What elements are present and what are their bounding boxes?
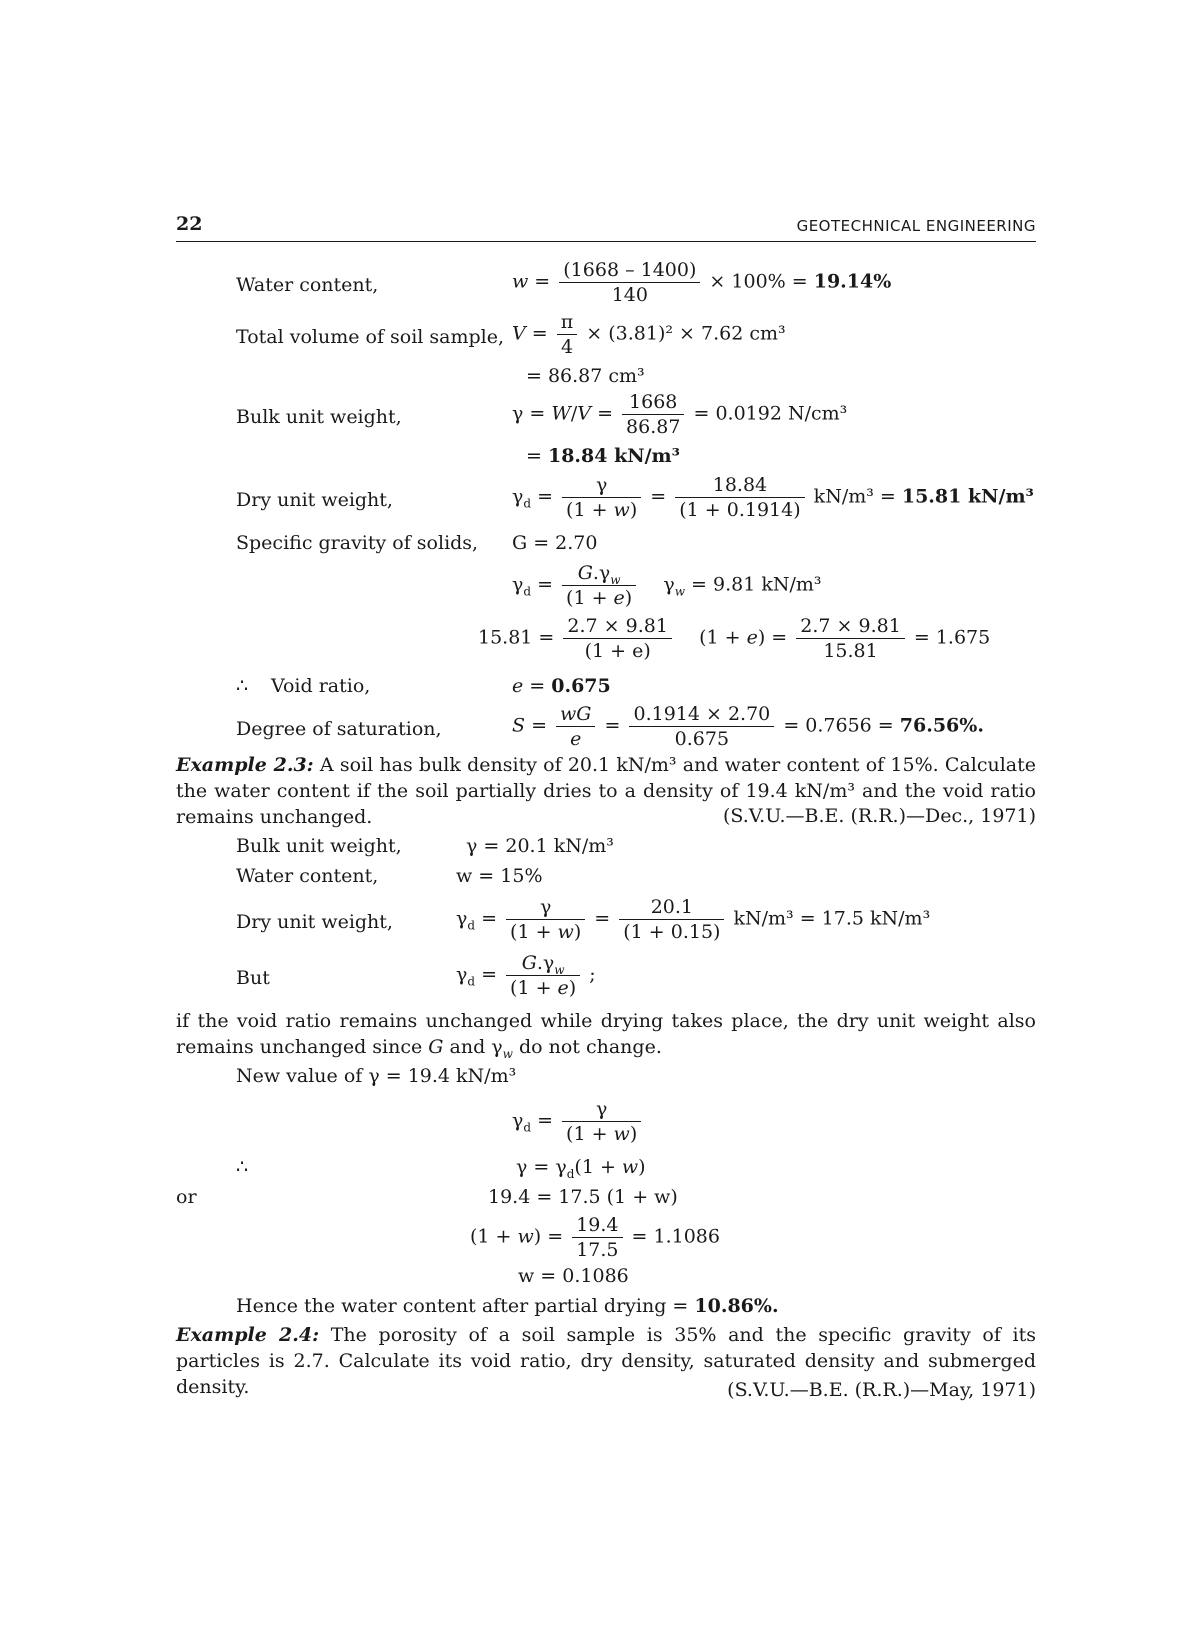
sat-label: Degree of saturation, [236,718,442,740]
volume-fraction [557,311,578,358]
ex23-wc-label: Water content, [236,865,379,887]
bulk-result: = 18.84 kN/m³ [526,445,680,467]
ex23-or: or [176,1186,197,1208]
water-content-fraction [559,259,700,306]
bulk-label: Bulk unit weight, [236,406,402,428]
void-result: 0.675 [551,675,611,697]
fraction-numerator: γ [506,896,585,920]
sat-fraction-1 [556,703,595,750]
fraction-numerator: wG [556,703,595,727]
fraction-denominator: e [570,728,582,750]
example-2-3-source: (S.V.U.—B.E. (R.R.)—Dec., 1971) [722,805,1036,827]
example-2-3-text: A soil has bulk density of 20.1 kN/m³ and water content of 15%. Calculate the water content if the soil partially dries to a density of 19.4 kN/m³ and the void ratio remains unchanged. [176,754,1036,828]
fraction-numerator: 0.1914 × 2.70 [629,703,774,727]
dry-fraction-2 [675,474,804,521]
fraction-numerator: 19.4 [572,1214,622,1238]
example-2-4-label: Example 2.4: [176,1324,320,1346]
ex23-1plusw-result: = 1.1086 [631,1225,720,1248]
ex23-but-fraction [506,952,580,999]
volume-result: = 86.87 cm³ [526,365,645,387]
therefore-symbol: ∴ [236,675,249,697]
example-2-4-source: (S.V.U.—B.E. (R.R.)—May, 1971) [727,1379,1036,1401]
ex23-bulk-label: Bulk unit weight, [236,835,402,857]
ex23-explanation: if the void ratio remains unchanged while drying takes place, the dry unit weight also remains unchanged since G and $\gamma_w$ do not change. [176,1010,1036,1061]
volume-label: Total volume of soil sample, [236,326,505,348]
bulk-eq: γ = W/V = $\frac{1668}{86.87}$ = 0.0192 N/cm³ [512,391,848,438]
fraction-denominator: (1 + 0.15) [623,921,721,943]
ex23-hence-text: Hence the water content after partial drying = [236,1295,689,1317]
eq-result: = 1.675 [913,626,991,649]
water-content-label: Water content, [236,274,379,296]
fraction-denominator: (1 + w) [510,921,582,943]
dry-result: 15.81 kN/m³ [901,485,1034,508]
sat-expression: = 0.7656 = [783,714,894,737]
header-rule [176,241,1036,242]
sat-eq: S = $\frac{wG}{e}$ = $\frac{0.1914 \times 2.70}{0.675}$ = 0.7656 = 76.56%. [512,703,984,750]
fraction-numerator: $G.\gamma_w$ [562,562,636,586]
ex23-hence-result: 10.86%. [694,1295,779,1317]
fraction-denominator: (1 + w) [566,499,638,521]
fraction-numerator: $G.\gamma_w$ [506,952,580,976]
ex23-wc-value: w = 15% [456,865,543,887]
page-number: 22 [176,213,203,235]
fraction-denominator: (1 + w) [566,1123,638,1145]
fraction-numerator: π [557,311,578,335]
ex23-hence [236,1294,779,1318]
fraction-numerator: (1668 – 1400) [559,259,700,283]
bulk-expression: = 0.0192 N/cm³ [693,402,848,425]
ex23-bulk-value: γ = 20.1 kN/m³ [466,835,614,857]
ex23-dry-fraction-2 [619,896,724,943]
fraction-numerator: 2.7 × 9.81 [563,615,672,639]
gamma-d-fraction [562,562,636,609]
eq-1581: 15.81 = $\frac{2.7 \times 9.81}{(1 + e)}$ (1 + e) = $\frac{2.7 \times 9.81}{15.81}$ = 1.675 [478,615,991,662]
ex23-gd-fraction [562,1098,641,1145]
fraction-denominator: 140 [611,284,648,306]
void-label: Void ratio, [271,675,371,697]
water-content-result: 19.14% [813,270,892,293]
volume-eq: V = $\frac{\pi}{4}$ × (3.81)² × 7.62 cm³ [512,311,786,358]
fraction-numerator: γ [562,1098,641,1122]
ex23-dry-label: Dry unit weight, [236,911,393,933]
fraction-1581-b [796,615,905,662]
fraction-1581-a [563,615,672,662]
ex23-gamma-eq: $\gamma = \gamma_d(1 + w)$ [516,1156,646,1181]
fraction-numerator: γ [562,474,641,498]
sat-result: 76.56%. [899,714,984,737]
fraction-numerator: 1668 [622,391,684,415]
fraction-denominator: (1 + e) [584,640,651,662]
volume-expression: × (3.81)² × 7.62 cm³ [586,322,786,345]
fraction-denominator: 15.81 [823,640,878,662]
ex23-gd-eq: $\gamma_d$ = $\frac{\gamma}{(1 + w)}$ [512,1098,644,1145]
ex23-new-value: New value of γ = 19.4 kN/m³ [236,1065,517,1087]
water-content-eq: w = $\frac{(1668 - 1400)}{140}$ × 100% = 19.14% [512,259,892,306]
fraction-denominator: 86.87 [626,416,681,438]
dry-eq: $\gamma_d$ = $\frac{\gamma}{(1 + w)}$ = $\frac{18.84}{(1 + 0.1914)}$ kN/m³ = 15.81 kN/m³ [512,474,1034,521]
gamma-d-formula: $\gamma_d$ = $\frac{G.\gamma_w}{(1 + e)}$ $\gamma_w = 9.81$ kN/m³ [512,562,822,609]
bulk-fraction [622,391,684,438]
ex23-dry-eq: $\gamma_d$ = $\frac{\gamma}{(1 + w)}$ = $\frac{20.1}{(1 + 0.15)}$ kN/m³ = 17.5 kN/m³ [456,896,931,943]
dry-label: Dry unit weight, [236,489,393,511]
fraction-numerator: 18.84 [675,474,804,498]
fraction-numerator: 20.1 [619,896,724,920]
sg-label: Specific gravity of solids, [236,532,479,554]
fraction-denominator: (1 + e) [566,587,633,609]
fraction-numerator: 2.7 × 9.81 [796,615,905,639]
ex23-explanation-text: if the void ratio remains unchanged while drying takes place, the dry unit weight also remains unchanged since [176,1010,1036,1058]
ex23-dry-result: kN/m³ = 17.5 kN/m³ [733,907,931,930]
sg-value: G = 2.70 [512,532,598,554]
fraction-denominator: (1 + 0.1914) [679,499,801,521]
example-2-4-text: The porosity of a soil sample is 35% and the specific gravity of its particles is 2.7. Calculate its void ratio, dry density, saturated density and submerged density. [176,1324,1037,1398]
dry-fraction-1 [562,474,641,521]
eq-lhs: 15.81 = [478,626,555,649]
running-title: GEOTECHNICAL ENGINEERING [796,217,1036,235]
ex23-therefore: ∴ [236,1156,249,1178]
ex23-1plusw-eq: (1 + w) = $\frac{19.4}{17.5}$ = 1.1086 [470,1214,720,1261]
ex23-dry-fraction-1 [506,896,585,943]
ex23-w-final: w = 0.1086 [518,1265,629,1287]
ex23-1plusw-fraction [572,1214,622,1261]
ex23-but-eq: $\gamma_d$ = $\frac{G.\gamma_w}{(1 + e)}$ ; [456,952,596,999]
bulk-result-value: 18.84 kN/m³ [547,445,680,467]
fraction-denominator: (1 + e) [510,977,577,999]
ex23-but-label: But [236,967,270,989]
example-2-3-label: Example 2.3: [176,754,314,776]
fraction-denominator: 17.5 [576,1239,619,1261]
void-eq: e = 0.675 [512,675,611,697]
ex23-explanation-end: do not change. [518,1036,662,1058]
fraction-denominator: 4 [560,336,574,358]
fraction-denominator: 0.675 [674,728,730,750]
ex23-eq-194: 19.4 = 17.5 (1 + w) [488,1186,678,1208]
sat-fraction-2 [629,703,774,750]
